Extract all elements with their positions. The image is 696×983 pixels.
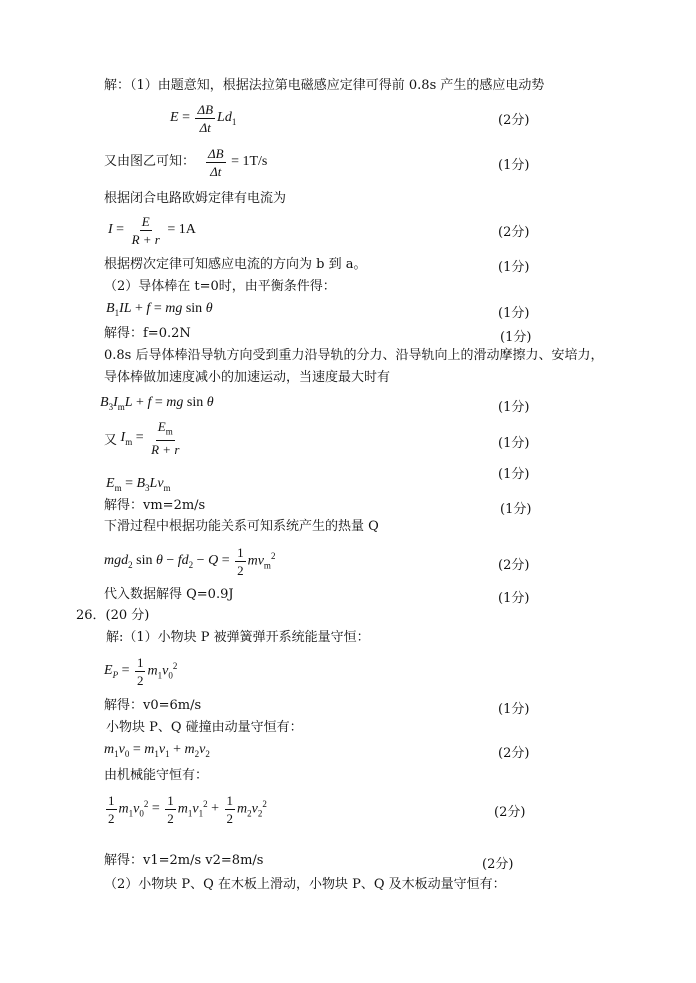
points-label: (2分) xyxy=(494,805,526,820)
text-part2-start: （2）导体棒在 t=0时，由平衡条件得： xyxy=(104,279,336,294)
equation-emf: E = $\frac{\Delta B}{\Delta t}$ $Ld_1$ xyxy=(170,101,237,135)
points-label: (1分) xyxy=(498,158,530,173)
points-label: (2分) xyxy=(482,857,514,872)
text-friction-result: 解得：f=0.2N xyxy=(104,326,191,341)
equation-em: $E_m$ = $B_3Lv_m$ xyxy=(106,475,171,493)
equation-energy: mgd$_2$ sin θ − $fd_2$ − Q = $\frac{1}{2}$ $mv_m^2$ xyxy=(104,544,276,578)
equation-current: I = $\frac{E}{R + r}$ = 1A xyxy=(108,213,196,247)
text-part2-board: （2）小物块 P、Q 在木板上滑动，小物块 P、Q 及木板动量守恒有： xyxy=(104,877,506,892)
equation-im: 又 $I_m$ = $\frac{E_m}{R + r}$ xyxy=(104,418,180,458)
points-label: (2分) xyxy=(498,746,530,761)
equation-ep: $E_P$ = $\frac{1}{2}$ $m_1v_0^2$ xyxy=(104,654,178,688)
text-mechanical-energy: 由机械能守恒有： xyxy=(104,768,209,783)
text-q-result: 代入数据解得 Q=0.9J xyxy=(104,587,234,602)
equation-db-dt: $\frac{\Delta B}{\Delta t}$ = 1T/s xyxy=(208,145,268,179)
text-heat-q: 下滑过程中根据功能关系可知系统产生的热量 Q xyxy=(104,519,379,534)
points-label: (1分) xyxy=(498,306,530,321)
solution-intro: 解：（1）由题意知，根据法拉第电磁感应定律可得前 0.8s 产生的感应电动势 xyxy=(104,78,545,93)
text-from-graph: 又由图乙可知： xyxy=(104,154,196,169)
points-label: (1分) xyxy=(500,330,532,345)
points-label: (1分) xyxy=(498,400,530,415)
points-label: (2分) xyxy=(498,225,530,240)
points-label: (2分) xyxy=(498,558,530,573)
question-26-heading: 26．(20 分) xyxy=(76,608,150,623)
text-collision: 小物块 P、Q 碰撞由动量守恒有： xyxy=(106,720,303,735)
text-lenz-law: 根据楞次定律可知感应电流的方向为 b 到 a。 xyxy=(104,257,367,272)
text-also: 又 xyxy=(104,432,118,448)
points-label: (1分) xyxy=(498,702,530,717)
text-max-speed: 导体棒做加速度减小的加速运动，当速度最大时有 xyxy=(104,370,391,385)
equation-momentum: $m_1v_0$ = $m_1v_1$ + $m_2v_2$ xyxy=(104,741,210,759)
points-label: (2分) xyxy=(498,113,530,128)
text-v1-v2-result: 解得：v1=2m/s v2=8m/s xyxy=(104,853,264,868)
points-label: (1分) xyxy=(498,591,530,606)
points-label: (1分) xyxy=(498,260,530,275)
points-label: (1分) xyxy=(498,467,530,482)
points-label: (1分) xyxy=(498,436,530,451)
equation-kinetic-energy: $\frac{1}{2}$ $m_1v_0^2$ = $\frac{1}{2}$ $m_1v_1^2$ + $\frac{1}{2}$ $m_2v_2^2$ xyxy=(108,792,267,826)
text-vm-result: 解得：vm=2m/s xyxy=(104,498,206,513)
text-v0-result: 解得：v0=6m/s xyxy=(104,698,202,713)
text-after-08s: 0.8s 后导体棒沿导轨方向受到重力沿导轨的分力、沿导轨向上的滑动摩擦力、安培力， xyxy=(104,348,604,363)
equation-max-speed: $B_3I_mL$ + f = mg sin θ xyxy=(100,394,214,412)
points-label: (1分) xyxy=(500,502,532,517)
text-ohm-law: 根据闭合电路欧姆定律有电流为 xyxy=(104,191,287,206)
equation-equilibrium: $B_1IL$ + f = mg sin θ xyxy=(106,300,213,318)
text-spring-energy: 解:（1）小物块 P 被弹簧弹开系统能量守恒： xyxy=(106,630,370,645)
